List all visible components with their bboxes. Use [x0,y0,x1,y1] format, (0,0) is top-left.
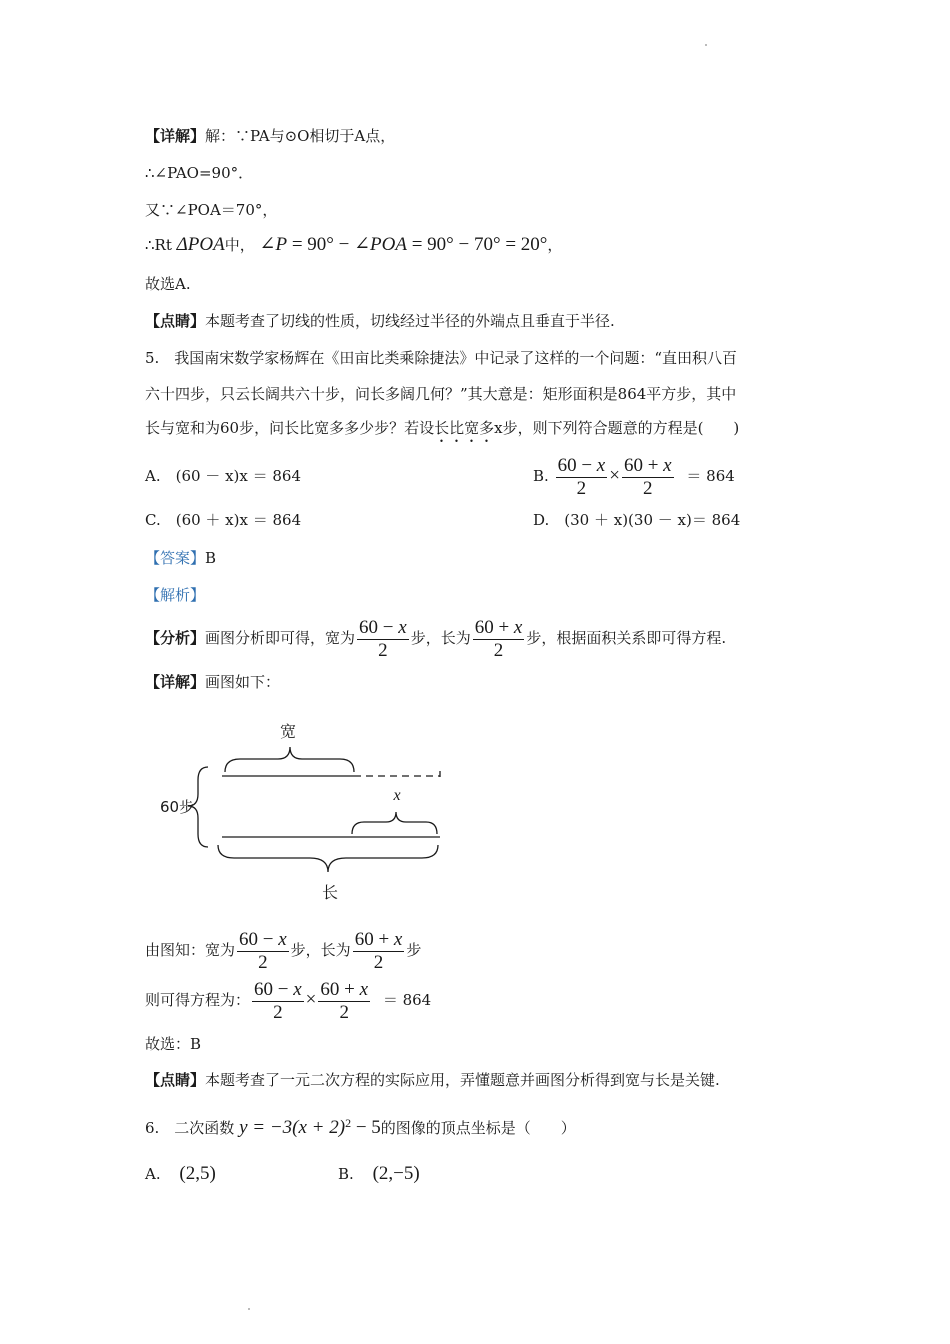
fenxi-frac-width: $\frac{60 - x}{2}$ [359,616,407,661]
q5-option-b-tail: ＝ 864 [686,467,735,485]
eq-part-b: = 90° − [287,234,355,255]
q6-function: y = −3(x + 2) [239,1117,346,1138]
q5-stem-line-3 [145,418,739,446]
frac-length: $\frac{60 + x}{2}$ [623,454,672,499]
q5-emphasis: 长比宽多 [434,419,495,437]
q6-stem-a: 6. 二次函数 [145,1119,240,1137]
q6-option-a [145,1160,216,1188]
note-tag-prev: 【点睛】 [145,312,206,330]
page-mark-top [705,44,707,46]
eq-frac-width: $\frac{60 - x}{2}$ [254,978,302,1023]
x-label: x [393,787,401,804]
times-sign: × [609,465,620,486]
q5-option-b-label: B. [533,467,549,485]
fenxi-c: 步，根据面积关系即可得方程. [526,629,727,647]
q6-option-b [338,1160,420,1188]
q6-exponent: 2 [345,1116,352,1130]
known-frac-width: $\frac{60 - x}{2}$ [239,928,287,973]
q6-function-tail: − 5 [351,1117,381,1138]
answer-value: B [205,549,217,567]
rt-mid: 中， [224,236,255,254]
q5-option-d: D. (30 ＋ x)(30 － x)＝ 864 [533,511,741,529]
fenxi-a: 画图分析即可得，宽为 [205,629,356,647]
equation-prefix: 则可得方程为： [145,991,251,1009]
eq-frac-length: $\frac{60 + x}{2}$ [320,978,369,1023]
detail-tag: 【详解】 [145,127,206,145]
fenxi-line [145,614,726,662]
length-label: 长 [321,883,339,902]
note-line-q5 [145,1070,720,1090]
sum-label: 60步 [160,798,195,816]
note-tag-q5: 【点睛】 [145,1071,206,1089]
q5-stem-3b: x步，则下列符合题意的方程是( ) [494,419,740,437]
q5-stem-line-1: 5. 我国南宋数学家杨辉在《田亩比类乘除捷法》中记录了这样的一个问题：“直田积八百 [145,349,737,367]
angle-poa: ∠POA [354,234,407,255]
known-frac-length: $\frac{60 + x}{2}$ [354,928,403,973]
q5-stem-line-2: 六十四步，只云长阔共六十步，问长多阔几何？”其大意是：矩形面积是864平方步，其中 [145,385,737,403]
fenxi-b: 步，长为 [410,629,471,647]
q6-stem [145,1110,576,1141]
detail-text: 解：∵PA与⊙O相切于A点， [205,127,396,145]
x-brace [352,812,437,834]
detail-line [145,126,395,146]
angle-poa-line: 又∵∠POA＝70°， [145,201,278,219]
known-line [145,926,421,974]
detail-line-q5 [145,672,280,692]
fenxi-frac-length: $\frac{60 + x}{2}$ [474,616,523,661]
choose-a-line: 故选A. [145,275,191,293]
answer-line [145,548,216,568]
triangle-poa: ΔPOA [176,234,225,255]
page-mark-bottom [248,1308,250,1310]
q6-option-a-label: A. [145,1165,161,1183]
note-text-q5: 本题考查了一元二次方程的实际应用，弄懂题意并画图分析得到宽与长是关键. [205,1071,720,1089]
detail-text-q5: 画图如下： [205,673,281,691]
rt-suffix: ， [547,236,563,254]
known-c: 步 [406,941,422,959]
q5-option-c: C. (60 ＋ x)x ＝ 864 [145,511,302,529]
q5-stem-3a: 长与宽和为60步，问长比宽多多少步？若设 [145,419,435,437]
eq-part-d: = 90° − 70° = 20° [406,234,548,255]
width-label: 宽 [279,722,297,741]
q6-option-a-value: (2,5) [179,1163,216,1184]
detail-tag-q5: 【详解】 [145,673,206,691]
eq-times-sign: × [305,989,317,1010]
rt-prefix: ∴Rt [145,236,172,254]
note-text-prev: 本题考查了切线的性质，切线经过半径的外端点且垂直于半径. [205,312,615,330]
rt-triangle-line [145,235,562,255]
q6-option-b-value: (2,−5) [372,1163,420,1184]
answer-tag: 【答案】 [145,549,206,567]
fenxi-tag: 【分析】 [145,629,206,647]
equation-tail: ＝ 864 [382,991,432,1009]
width-brace [225,747,354,772]
q6-option-b-label: B. [338,1165,354,1183]
known-b: 步，长为 [290,941,351,959]
equation-line [145,976,431,1024]
q5-option-a: A. (60 － x)x ＝ 864 [145,467,302,485]
note-line-prev [145,311,615,331]
rectangle-diagram [150,712,450,904]
q6-stem-b: 的图像的顶点坐标是（ ） [380,1119,576,1137]
analysis-tag: 【解析】 [145,586,206,604]
q5-option-b [533,452,735,500]
length-brace [218,845,438,872]
choose-b-line: 故选：B [145,1035,202,1053]
angle-pao-line: ∴∠PAO=90°． [145,164,254,182]
frac-width: $\frac{60 - x}{2}$ [557,454,606,499]
known-a: 由图知：宽为 [145,941,236,959]
angle-p: ∠P [259,234,288,255]
